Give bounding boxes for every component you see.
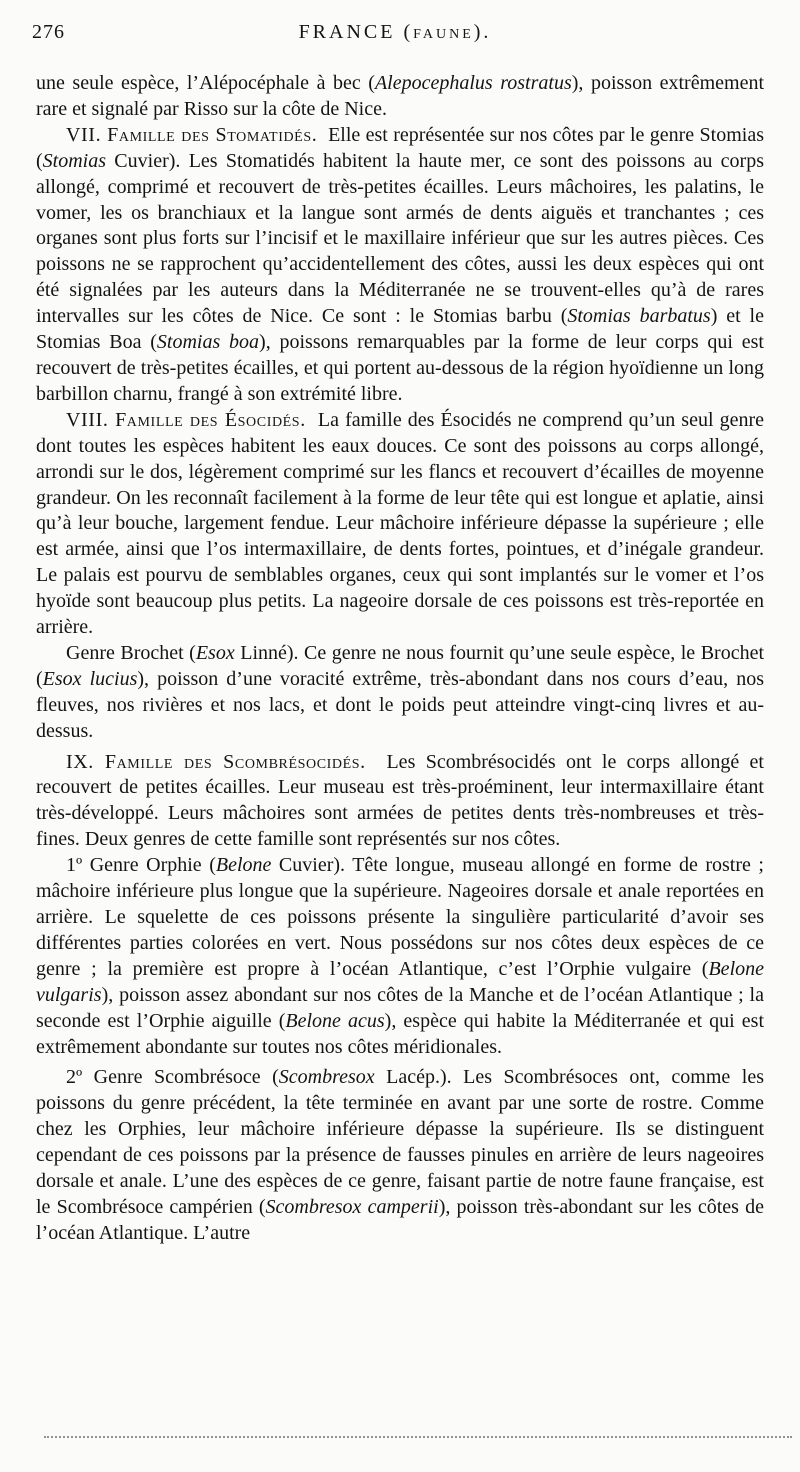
species-name: Belone acus: [285, 1009, 385, 1032]
family-heading: VII. Famille des Stomatidés.: [66, 123, 318, 146]
species-name: Belone vulgaris: [36, 957, 764, 1006]
text-run: La famille des Ésocidés ne comprend qu’un seul genre dont toutes les espèces habitent les eaux douces. Ce sont des poissons au corps allongé, arrondi sur le dos, légèrement comprimé sur les flancs et recouvert d’écailles de moyenne grandeur. On les reconnaît facilement à la forme de leur tête qui est longue et aplatie, ainsi qu’à leur bouche, largement fendue. Leur mâchoire inférieure dépasse la supérieure ; elle est armée, ainsi que l’os intermaxillaire, de dents fortes, pointues, et d’inégale grandeur. Le palais est pourvu de semblables organes, ceux qui sont implantés sur le vomer et l’os hyoïde sont beaucoup plus petits. La nageoire dorsale de ces poissons est très-reportée en arrière.: [36, 408, 764, 639]
species-name: Esox lucius: [42, 667, 138, 690]
paragraph: [36, 408, 764, 641]
paragraph: [36, 641, 764, 745]
text-run: Lacép.). Les Scombrésoces ont, comme les poissons du genre précédent, la tête terminée en avant par une sorte de rostre. Comme chez les Orphies, leur mâchoire inférieure dépasse la supérieure. Ils se distinguent cependant de ces poissons par la présence de fausses pinules en arrière de leurs nageoires dorsale et anale. L’une des espèces de ce genre, faisant partie de notre faune française, est le Scombrésoce campérien (: [36, 1066, 764, 1218]
family-heading: IX. Famille des Scombrésocidés.: [66, 750, 366, 773]
text-run: Elle est représentée sur nos côtes par le genre Stomias (: [36, 123, 764, 172]
text-run: 2º Genre Scombrésoce (: [66, 1066, 279, 1089]
paragraph: [36, 71, 764, 123]
text-run: Cuvier). Les Stomatidés habitent la haute mer, ce sont des poissons au corps allongé, comprimé et recouvert de très-petites écailles. Leurs mâchoires, les palatins, le vomer, les os branchiaux et la langue sont armés de dents aiguës et tranchantes ; ces organes sont plus forts sur l’incisif et le maxillaire inférieur que sur les autres pièces. Ces poissons ne se rapprochent qu’accidentellement des côtes, aussi les deux espèces qui ont été signalées par les auteurs dans la Méditerranée ne se trouvent-elles qu’à de rares intervalles sur les côtes de Nice. Ce sont : le Stomias barbu (: [36, 149, 764, 328]
species-name: Scombresox camperii: [265, 1195, 439, 1218]
paragraph: [36, 750, 764, 854]
text-run: 1º Genre Orphie (: [66, 854, 216, 877]
species-name: Stomias boa: [156, 331, 260, 354]
species-name: Belone: [215, 854, 272, 877]
scan-artifact-dotted-line: [44, 1436, 792, 1438]
paragraph: [36, 123, 764, 408]
text-run: une seule espèce, l’Alépocéphale à bec (: [36, 72, 375, 94]
text-run: Cuvier). Tête longue, museau allongé en forme de rostre ; mâchoire inférieure plus longue que la supérieure. Nageoires dorsale et anale reportées en arrière. Le squelette de ces poissons présente la singulière particularité d’avoir ses différentes parties colorées en vert. Nous possédons sur nos côtes deux espèces de ce genre ; la première est propre à l’océan Atlantique, c’est l’Orphie vulgaire (: [36, 854, 764, 980]
species-name: Stomias barbatus: [567, 305, 711, 328]
paragraph: [36, 1065, 764, 1246]
text-run: ), poisson assez abondant sur nos côtes de la Manche et de l’océan Atlantique ; la seconde est l’Orphie aiguille (: [36, 983, 764, 1032]
text-run: ) et le Stomias Boa (: [36, 305, 764, 354]
text-run: ), poisson d’une voracité extrême, très-abondant dans nos cours d’eau, nos fleuves, nos rivières et nos lacs, et dont le poids peut atteindre vingt-cinq livres et au-dessus.: [36, 667, 764, 742]
text-run: Linné). Ce genre ne nous fournit qu’une seule espèce, le Brochet (: [36, 641, 765, 690]
paragraph: [36, 853, 764, 1060]
text-run: ), poissons remarquables par la forme de leur corps qui est recouvert de très-petites écailles, et qui portent au-dessous de la région hyoïdienne un long barbillon charnu, frangé à son extrémité libre.: [36, 331, 764, 405]
species-name: Esox: [195, 641, 235, 664]
family-heading: VIII. Famille des Ésocidés.: [66, 408, 306, 431]
page-body: [36, 71, 764, 1247]
text-run: ), espèce qui habite la Méditerranée et qui est extrêmement abondante sur toutes nos côtes méridionales.: [36, 1009, 765, 1058]
text-run: ), poisson très-abondant sur les côtes de l’océan Atlantique. L’autre: [36, 1195, 764, 1244]
running-title: FRANCE (faune).: [298, 21, 492, 43]
page-header: [0, 0, 800, 49]
text-run: Genre Brochet (: [66, 641, 196, 664]
species-name: Scombresox: [278, 1066, 375, 1089]
species-name: Stomias: [42, 149, 107, 172]
species-name: Alepocephalus rostratus: [374, 72, 572, 94]
page-number: 276: [32, 21, 65, 43]
text-run: Les Scombrésocidés ont le corps allongé et recouvert de petites écailles. Leur museau est très-proéminent, leur intermaxillaire étant très-développé. Leurs mâchoires sont armées de petites dents très-nombreuses et très-fines. Deux genres de cette famille sont représentés sur nos côtes.: [36, 750, 764, 851]
text-run: ), poisson extrêmement rare et signalé par Risso sur la côte de Nice.: [36, 72, 765, 120]
